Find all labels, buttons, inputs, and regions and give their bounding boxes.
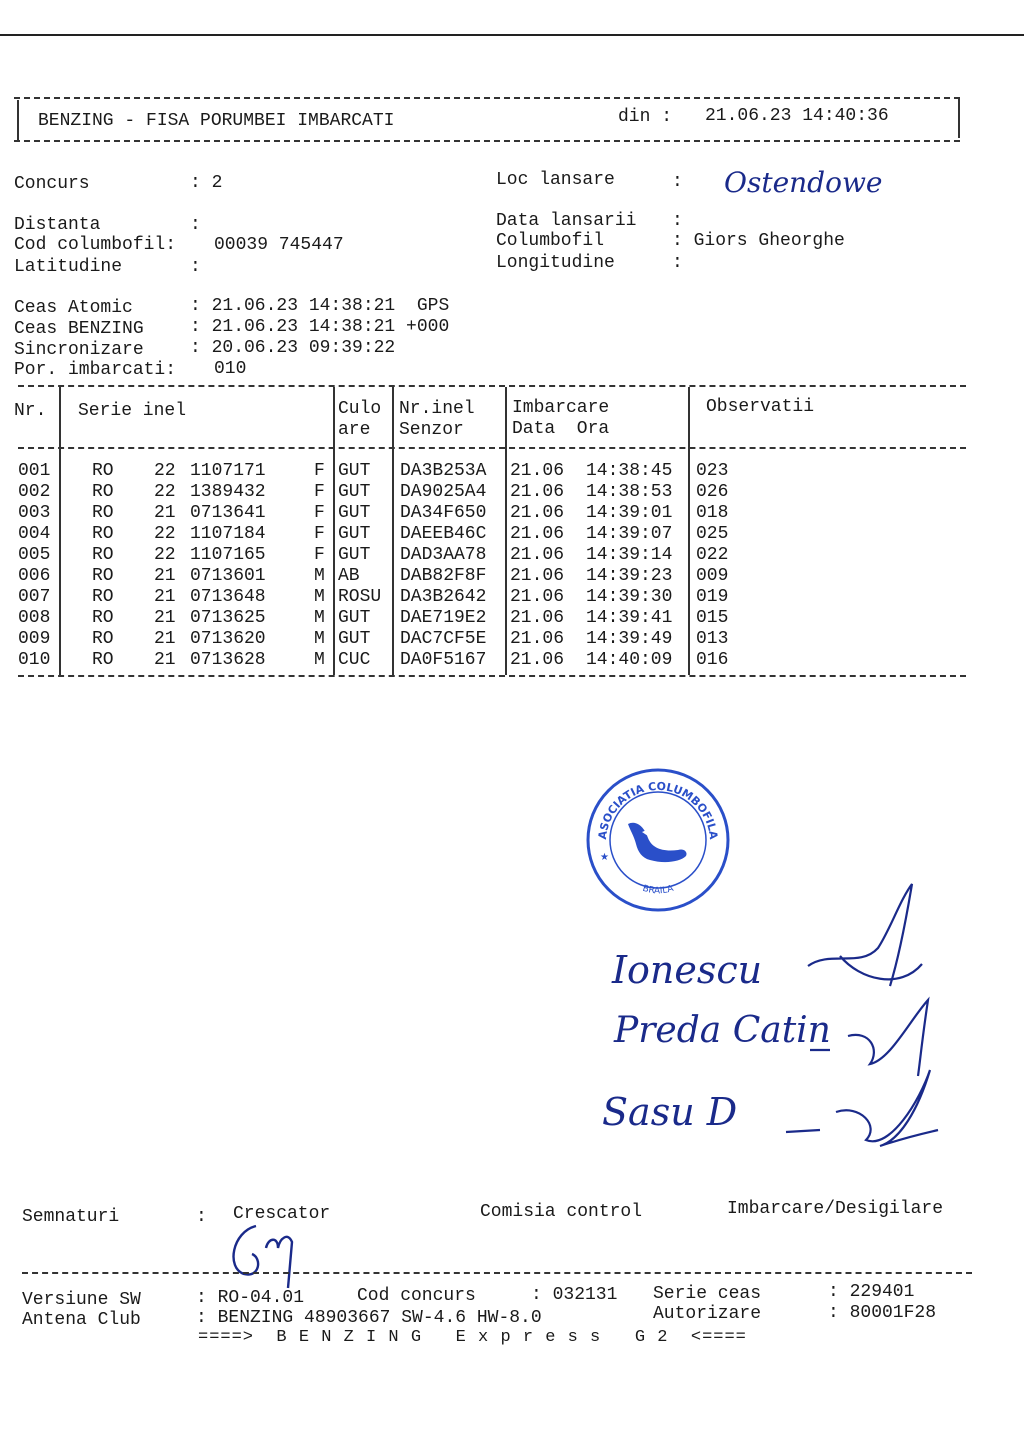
cell-sex: F: [314, 524, 325, 544]
cell-data: 21.06: [510, 587, 565, 607]
sincronizare-label: Sincronizare: [14, 340, 144, 360]
distanta-label: Distanta: [14, 215, 101, 235]
data-lansarii-label: Data lansarii: [496, 211, 637, 231]
cell-data: 21.06: [510, 566, 565, 586]
cell-senzor: DAB82F8F: [400, 566, 487, 586]
cell-data: 21.06: [510, 482, 565, 502]
cell-sex: M: [314, 566, 325, 586]
cell-nr: 008: [18, 608, 51, 628]
versiune-sw-label: Versiune SW: [22, 1290, 141, 1310]
cell-tara: RO: [92, 566, 114, 586]
cell-tara: RO: [92, 587, 114, 607]
cell-culoare: GUT: [338, 629, 371, 649]
ceas-atomic-label: Ceas Atomic: [14, 298, 133, 318]
cell-senzor: DA9025A4: [400, 482, 487, 502]
cell-ora: 14:39:01: [586, 503, 673, 523]
cell-inel: 0713625: [190, 608, 266, 628]
cell-ora: 14:38:53: [586, 482, 673, 502]
cell-an: 21: [154, 566, 176, 586]
por-imbarcati-value: 010: [214, 359, 247, 379]
cell-nr: 010: [18, 650, 51, 670]
serie-ceas-label: Serie ceas: [653, 1284, 762, 1304]
longitudine-sep: :: [672, 253, 683, 273]
autorizare-value: : 80001F28: [828, 1303, 937, 1323]
signature-2-name: Preda Catin: [614, 1010, 831, 1051]
crescator-label: Crescator: [233, 1204, 331, 1224]
din-value: 21.06.23 14:40:36: [705, 106, 889, 126]
cell-tara: RO: [92, 629, 114, 649]
serie-ceas-value: : 229401: [828, 1282, 915, 1302]
cell-an: 21: [154, 608, 176, 628]
cell-obs: 013: [696, 629, 729, 649]
cell-an: 21: [154, 629, 176, 649]
latitudine-sep: :: [190, 257, 201, 277]
cell-sex: F: [314, 503, 325, 523]
cod-concurs-value: : 032131: [531, 1285, 618, 1305]
cell-culoare: CUC: [338, 650, 371, 670]
signature-3-scribble: [786, 1070, 938, 1146]
cell-ora: 14:39:41: [586, 608, 673, 628]
cell-inel: 0713648: [190, 587, 266, 607]
cell-nr: 002: [18, 482, 51, 502]
cell-nr: 009: [18, 629, 51, 649]
latitudine-label: Latitudine: [14, 257, 123, 277]
longitudine-label: Longitudine: [496, 253, 615, 273]
cell-culoare: AB: [338, 566, 360, 586]
cell-an: 22: [154, 545, 176, 565]
cell-sex: M: [314, 650, 325, 670]
cell-inel: 0713620: [190, 629, 266, 649]
th-nrinel-1: Nr.inel: [399, 399, 475, 419]
cell-obs: 016: [696, 650, 729, 670]
th-culoare-2: are: [338, 420, 371, 440]
cell-senzor: DA0F5167: [400, 650, 487, 670]
din-label: din :: [618, 107, 673, 127]
th-serie-inel: Serie inel: [78, 401, 187, 421]
document-title: BENZING - FISA PORUMBEI IMBARCATI: [38, 111, 395, 131]
cell-ora: 14:38:45: [586, 461, 673, 481]
th-nr: Nr.: [14, 401, 47, 421]
cell-inel: 1389432: [190, 482, 266, 502]
cod-concurs-label: Cod concurs: [357, 1286, 476, 1306]
cell-ora: 14:39:49: [586, 629, 673, 649]
cell-senzor: DA3B253A: [400, 461, 487, 481]
loc-lansare-handwritten: Ostendowe: [724, 166, 883, 199]
cell-tara: RO: [92, 608, 114, 628]
cell-senzor: DAC7CF5E: [400, 629, 487, 649]
cell-inel: 1107171: [190, 461, 266, 481]
cell-data: 21.06: [510, 461, 565, 481]
imbarcare-desigilare-label: Imbarcare/Desigilare: [727, 1199, 944, 1219]
cell-nr: 001: [18, 461, 51, 481]
cell-an: 21: [154, 503, 176, 523]
stamp-text-top: ASOCIATIA COLUMBOFILA: [595, 779, 721, 841]
antena-club-value: : BENZING 48903667 SW-4.6 HW-8.0: [196, 1308, 542, 1328]
cell-obs: 015: [696, 608, 729, 628]
cell-data: 21.06: [510, 629, 565, 649]
sincronizare-value: : 20.06.23 09:39:22: [190, 338, 396, 358]
star-icon: ★: [600, 852, 609, 863]
cell-tara: RO: [92, 461, 114, 481]
cell-obs: 026: [696, 482, 729, 502]
comisia-control-label: Comisia control: [480, 1202, 643, 1222]
cell-tara: RO: [92, 545, 114, 565]
ceas-atomic-value: : 21.06.23 14:38:21 GPS: [190, 296, 450, 316]
cell-tara: RO: [92, 482, 114, 502]
cell-nr: 006: [18, 566, 51, 586]
cell-inel: 1107184: [190, 524, 266, 544]
cell-senzor: DA3B2642: [400, 587, 487, 607]
signature-1-scribble: [808, 884, 922, 986]
cell-sex: M: [314, 587, 325, 607]
cell-culoare: GUT: [338, 524, 371, 544]
signature-1-name: Ionescu: [612, 948, 763, 992]
cell-obs: 018: [696, 503, 729, 523]
signature-3-name: Sasu D: [602, 1090, 738, 1134]
cell-data: 21.06: [510, 545, 565, 565]
cell-ora: 14:39:07: [586, 524, 673, 544]
cell-culoare: GUT: [338, 482, 371, 502]
cell-culoare: GUT: [338, 545, 371, 565]
cell-tara: RO: [92, 524, 114, 544]
cell-obs: 009: [696, 566, 729, 586]
cell-sex: F: [314, 545, 325, 565]
cell-nr: 003: [18, 503, 51, 523]
autorizare-label: Autorizare: [653, 1304, 762, 1324]
cell-sex: F: [314, 482, 325, 502]
concurs-label: Concurs: [14, 174, 90, 194]
th-culoare-1: Culo: [338, 399, 382, 419]
cell-culoare: GUT: [338, 461, 371, 481]
cell-obs: 025: [696, 524, 729, 544]
cell-senzor: DAE719E2: [400, 608, 487, 628]
por-imbarcati-label: Por. imbarcati:: [14, 360, 177, 380]
columbofil-value: : Giors Gheorghe: [672, 231, 845, 251]
cell-obs: 023: [696, 461, 729, 481]
th-nrinel-2: Senzor: [399, 420, 464, 440]
cell-an: 22: [154, 524, 176, 544]
benzing-express-banner: ====> B E N Z I N G E x p r e s s G 2 <====: [198, 1328, 747, 1347]
ceas-benzing-label: Ceas BENZING: [14, 319, 144, 339]
cod-columbofil-value: 00039 745447: [214, 235, 344, 255]
cell-an: 21: [154, 587, 176, 607]
cell-an: 22: [154, 482, 176, 502]
cell-ora: 14:39:30: [586, 587, 673, 607]
cell-senzor: DAEEB46C: [400, 524, 487, 544]
cell-sex: F: [314, 461, 325, 481]
cell-tara: RO: [92, 650, 114, 670]
cell-senzor: DAD3AA78: [400, 545, 487, 565]
loc-lansare-sep: :: [672, 172, 683, 192]
cell-data: 21.06: [510, 608, 565, 628]
cell-inel: 0713641: [190, 503, 266, 523]
cell-culoare: GUT: [338, 608, 371, 628]
cell-nr: 004: [18, 524, 51, 544]
cell-data: 21.06: [510, 650, 565, 670]
cell-senzor: DA34F650: [400, 503, 487, 523]
concurs-value: : 2: [190, 173, 223, 193]
data-lansarii-sep: :: [672, 211, 683, 231]
cell-nr: 005: [18, 545, 51, 565]
cell-an: 22: [154, 461, 176, 481]
footer-rule: [22, 1272, 972, 1274]
cod-columbofil-label: Cod columbofil:: [14, 235, 177, 255]
cell-culoare: GUT: [338, 503, 371, 523]
semnaturi-label: Semnaturi: [22, 1207, 120, 1227]
cell-data: 21.06: [510, 503, 565, 523]
cell-data: 21.06: [510, 524, 565, 544]
cell-ora: 14:39:23: [586, 566, 673, 586]
th-imbarcare-1: Imbarcare: [512, 398, 610, 418]
cell-tara: RO: [92, 503, 114, 523]
cell-ora: 14:40:09: [586, 650, 673, 670]
cell-nr: 007: [18, 587, 51, 607]
cell-obs: 022: [696, 545, 729, 565]
cell-sex: M: [314, 608, 325, 628]
cell-obs: 019: [696, 587, 729, 607]
versiune-sw-value: : RO-04.01: [196, 1288, 305, 1308]
distanta-sep: :: [190, 215, 201, 235]
crescator-signature: [222, 1218, 312, 1298]
th-imbarcare-2: Data Ora: [512, 419, 610, 439]
cell-inel: 1107165: [190, 545, 266, 565]
cell-culoare: ROSU: [338, 587, 382, 607]
cell-inel: 0713601: [190, 566, 266, 586]
antena-club-label: Antena Club: [22, 1310, 141, 1330]
loc-lansare-label: Loc lansare: [496, 170, 615, 190]
columbofil-label: Columbofil: [496, 231, 605, 251]
cell-sex: M: [314, 629, 325, 649]
cell-an: 21: [154, 650, 176, 670]
cell-ora: 14:39:14: [586, 545, 673, 565]
th-observatii: Observatii: [706, 397, 815, 417]
semnaturi-sep: :: [196, 1207, 207, 1227]
cell-inel: 0713628: [190, 650, 266, 670]
signature-2-scribble: [810, 1000, 928, 1076]
ceas-benzing-value: : 21.06.23 14:38:21 +000: [190, 317, 450, 337]
stamp-text-bottom: BRAILA: [641, 883, 675, 897]
